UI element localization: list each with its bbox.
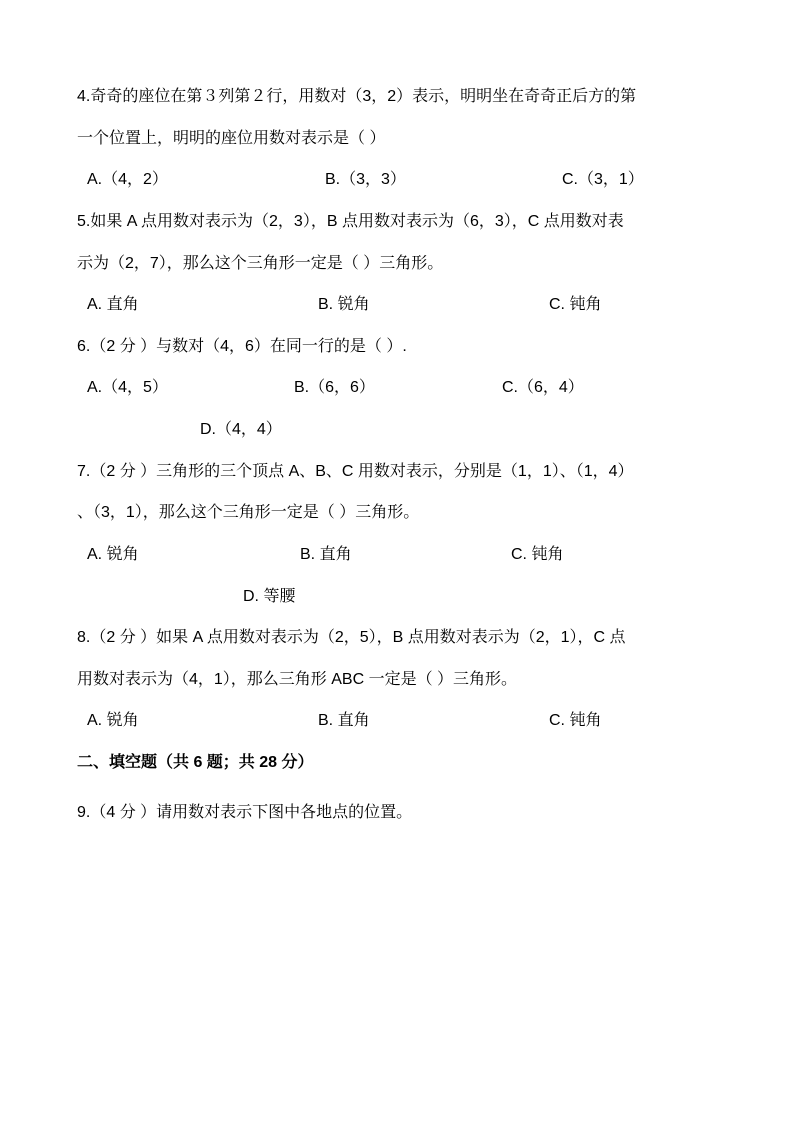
question-7-option-b: B. 直角 [300, 546, 352, 563]
question-8-option-a: A. 锐角 [87, 712, 139, 729]
question-6-option-a: A.（4，5） [87, 379, 168, 396]
question-6-option-d: D.（4，4） [200, 421, 282, 438]
question-5-option-c: C. 钝角 [549, 296, 602, 313]
question-8-line-1: 8.（2 分 ）如果 A 点用数对表示为（2，5），B 点用数对表示为（2，1），C 点 [77, 629, 626, 646]
question-8-option-c: C. 钝角 [549, 712, 602, 729]
question-6-option-c: C.（6，4） [502, 379, 584, 396]
question-5-option-a: A. 直角 [87, 296, 139, 313]
section-heading: 二、填空题（共 6 题；共 28 分） [77, 754, 314, 771]
question-4-option-c: C.（3，1） [562, 171, 644, 188]
question-5-option-b: B. 锐角 [318, 296, 370, 313]
question-5-line-1: 5.如果 A 点用数对表示为（2，3），B 点用数对表示为（6，3），C 点用数对表 [77, 213, 624, 230]
question-6-option-b: B.（6，6） [294, 379, 375, 396]
question-8-line-2: 用数对表示为（4，1），那么三角形 ABC 一定是（ ）三角形。 [77, 671, 518, 688]
question-8-option-b: B. 直角 [318, 712, 370, 729]
question-4-option-a: A.（4，2） [87, 171, 168, 188]
question-4-line-2: 一个位置上，明明的座位用数对表示是（ ） [77, 130, 386, 147]
question-6-line-1: 6.（2 分 ）与数对（4，6）在同一行的是（ ）. [77, 338, 407, 355]
question-7-line-2: 、（3，1），那么这个三角形一定是（ ）三角形。 [77, 504, 420, 521]
question-7-option-d: D. 等腰 [243, 588, 296, 605]
question-4-option-b: B.（3，3） [325, 171, 406, 188]
question-5-line-2: 示为（2，7），那么这个三角形一定是（ ）三角形。 [77, 255, 444, 272]
question-7-line-1: 7.（2 分 ）三角形的三个顶点 A、B、C 用数对表示，分别是（1，1）、（1，4） [77, 463, 634, 480]
question-7-option-a: A. 锐角 [87, 546, 139, 563]
question-9: 9.（4 分 ）请用数对表示下图中各地点的位置。 [77, 804, 413, 821]
question-7-option-c: C. 钝角 [511, 546, 564, 563]
question-4-line-1: 4.奇奇的座位在第３列第２行，用数对（3，2）表示，明明坐在奇奇正后方的第 [77, 88, 637, 105]
